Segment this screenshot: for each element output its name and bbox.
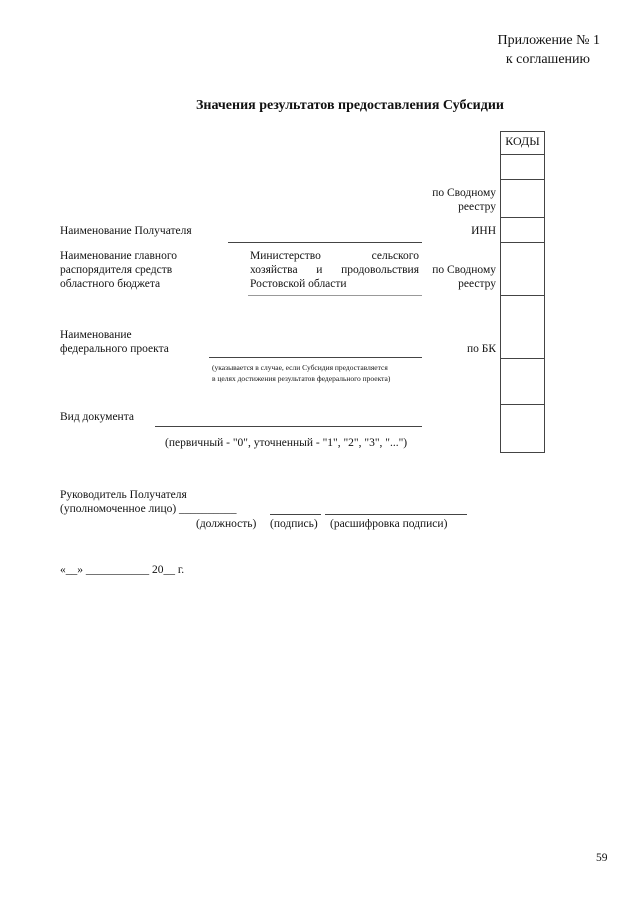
signature-caption: (подпись) <box>270 518 318 530</box>
decode-caption: (расшифровка подписи) <box>330 518 448 530</box>
codes-header: КОДЫ <box>505 134 540 148</box>
doc-type-line <box>155 426 422 427</box>
date-line: «__» ___________ 20__ г. <box>60 564 185 576</box>
inn-label: ИНН <box>471 225 496 237</box>
doc-type-label: Вид документа <box>60 411 134 423</box>
main-manager-label-2: распорядителя средств <box>60 264 173 276</box>
main-manager-value-1: Министерство сельского <box>250 250 419 262</box>
main-manager-line <box>248 295 422 296</box>
federal-project-note-2: в целях достижения результатов федерального проекта) <box>212 374 391 383</box>
page-number: 59 <box>596 852 608 864</box>
recipient-name-line <box>228 242 422 243</box>
svodny-reestr-label-2b: реестру <box>458 278 496 290</box>
federal-project-label-1: Наименование <box>60 329 132 341</box>
po-bk-label: по БК <box>466 343 496 355</box>
main-manager-label-3: областного бюджета <box>60 278 161 290</box>
federal-project-note-1: (указывается в случае, если Субсидия предоставляется <box>212 363 388 372</box>
main-manager-value-2: хозяйства и продовольствия <box>250 264 419 276</box>
appendix-number: Приложение № 1 <box>497 33 600 48</box>
doc-type-note: (первичный - "0", уточненный - "1", "2", "3", "...") <box>165 437 408 449</box>
signature-line <box>270 514 321 515</box>
svodny-reestr-label-1b: реестру <box>458 201 496 213</box>
appendix-agreement: к соглашению <box>505 52 590 67</box>
federal-project-label-2: федерального проекта <box>60 343 169 355</box>
recipient-name-label: Наименование Получателя <box>60 225 192 237</box>
federal-project-line <box>209 357 422 358</box>
codes-column <box>500 131 545 453</box>
svodny-reestr-label-2a: по Сводному <box>432 264 496 276</box>
page-title: Значения результатов предоставления Субсидии <box>196 98 504 113</box>
position-caption: (должность) <box>196 518 257 530</box>
authorized-person-label: (уполномоченное лицо) __________ <box>60 503 237 515</box>
main-manager-value-3: Ростовской области <box>250 278 347 290</box>
main-manager-label-1: Наименование главного <box>60 250 178 262</box>
decode-line <box>325 514 467 515</box>
head-of-recipient-label: Руководитель Получателя <box>60 489 187 501</box>
svodny-reestr-label-1a: по Сводному <box>432 187 496 199</box>
